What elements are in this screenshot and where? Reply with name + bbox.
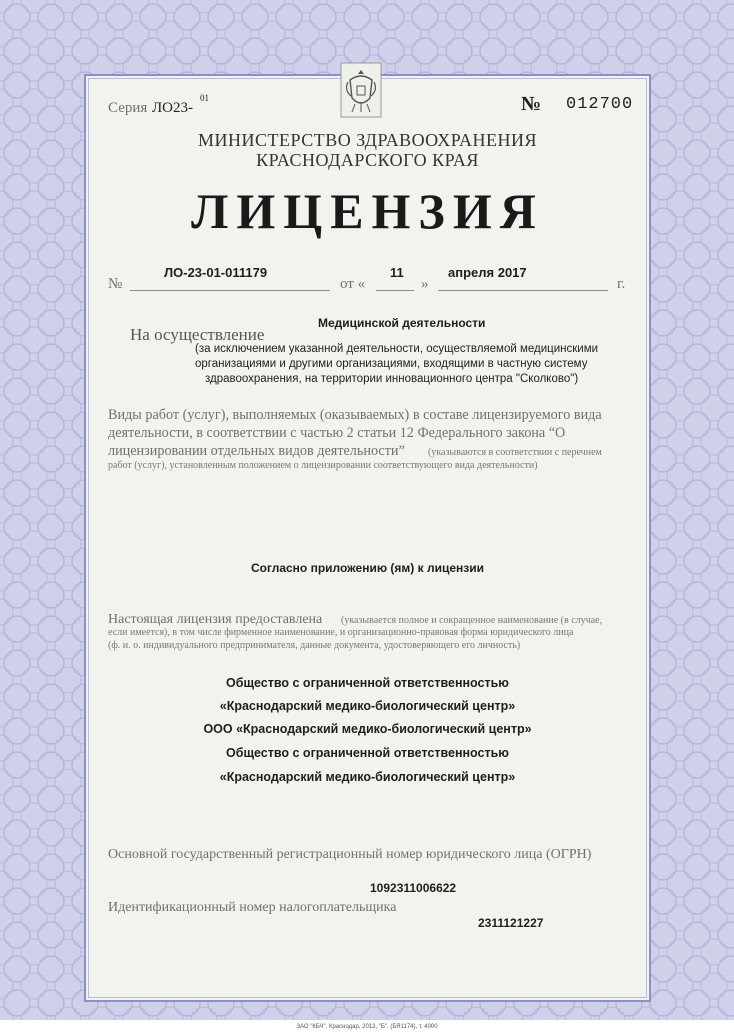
number-label: №: [521, 93, 542, 115]
license-date-underline: [438, 290, 608, 291]
holder-note-inline: (указывается полное и сокращенное наименование (в случае,: [341, 615, 603, 626]
activity-note-1: (за исключением указанной деятельности, осуществляемой медицинскими: [195, 343, 599, 355]
activity-label: На осуществление: [130, 325, 265, 344]
works-note-2: работ (услуг), установленным положением о лицензировании соответствующего вида деятельности): [108, 460, 538, 471]
works-line-2: деятельности, в соответствии с частью 2 статьи 12 Федерального закона “О: [108, 425, 566, 441]
license-from-label: от «: [340, 276, 366, 292]
holder-label: Настоящая лицензия предоставлена: [108, 612, 323, 627]
works-line-1: Виды работ (услуг), выполняемых (оказываемых) в составе лицензируемого вида: [108, 407, 602, 423]
printer-imprint: ЗАО "КБЧ", Краснодар, 2013, "Б", (БЯ1174), т. 4000: [296, 1024, 438, 1030]
activity-note-2: организациями и другими организациями, входящими в частную систему: [195, 358, 588, 370]
license-month-year: апреля 2017: [448, 265, 527, 280]
blank-number: 012700: [566, 95, 634, 114]
series-suffix: 01: [200, 93, 209, 103]
series-label: Серия: [108, 100, 148, 116]
activity-value: Медицинской деятельности: [318, 316, 486, 330]
works-note-inline: (указываются в соответствии с перечнем: [428, 447, 602, 458]
issuer-line-2: КРАСНОДАРСКОГО КРАЯ: [256, 150, 479, 170]
coat-of-arms-icon: [340, 62, 382, 118]
inn-label: Идентификационный номер налогоплательщика: [108, 900, 397, 915]
license-number: ЛО-23-01-011179: [164, 265, 268, 280]
license-day: 11: [390, 265, 404, 280]
holder-note-3: (ф. и. о. индивидуального предпринимателя, данные документа, удостоверяющего его личность): [108, 640, 521, 651]
holder-name-line-2: «Краснодарский медико-биологический центр»: [219, 699, 516, 713]
works-value: Согласно приложению (ям) к лицензии: [251, 561, 484, 575]
license-number-underline: [130, 290, 330, 291]
works-line-3: лицензировании отдельных видов деятельности”: [108, 443, 405, 459]
license-day-close: »: [421, 276, 429, 292]
ogrn-value: 1092311006622: [370, 881, 457, 895]
holder-name-line-1: Общество с ограниченной ответственностью: [226, 676, 509, 690]
inn-value: 2311121227: [478, 916, 544, 930]
activity-note-3: здравоохранения, на территории инновационного центра "Сколково"): [205, 373, 579, 385]
holder-name-line-4: Общество с ограниченной ответственностью: [226, 746, 509, 760]
holder-name-line-3: ООО «Краснодарский медико-биологический центр»: [203, 722, 532, 736]
issuer-line-1: МИНИСТЕРСТВО ЗДРАВООХРАНЕНИЯ: [198, 130, 537, 150]
holder-name-line-5: «Краснодарский медико-биологический центр»: [219, 770, 516, 784]
license-year-suffix: г.: [617, 276, 626, 292]
license-number-label: №: [108, 276, 123, 292]
series-value: ЛО23-: [152, 100, 194, 116]
document-title: ЛИЦЕНЗИЯ: [191, 183, 544, 239]
ogrn-label: Основной государственный регистрационный номер юридического лица (ОГРН): [108, 847, 592, 862]
holder-note-2: если имеется), в том числе фирменное наименование, и организационно-правовая форма юридического лица: [108, 627, 574, 638]
license-day-underline: [376, 290, 414, 291]
